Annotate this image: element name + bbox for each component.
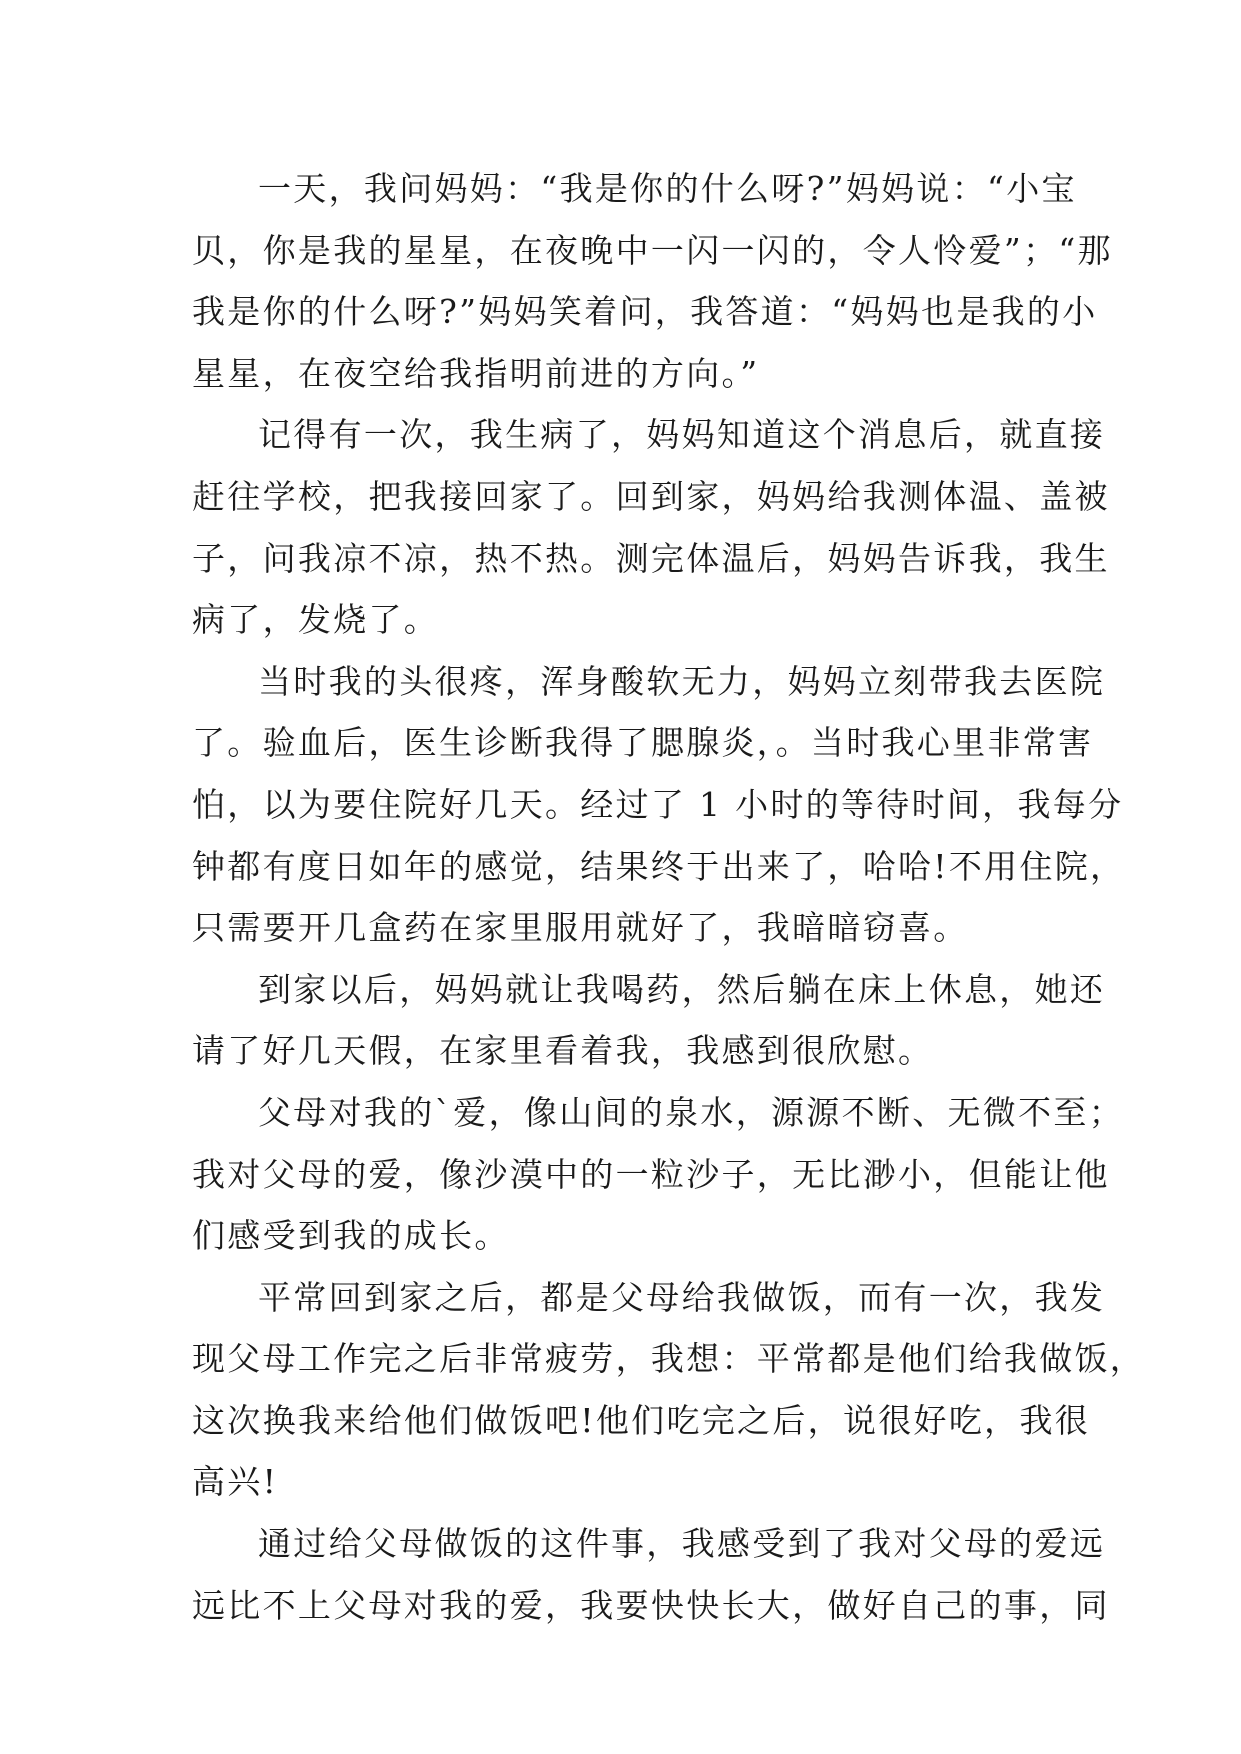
paragraph-1 bbox=[192, 158, 1113, 404]
paragraph-4 bbox=[192, 959, 1106, 1082]
paragraph-5 bbox=[192, 1082, 1124, 1267]
text-line: 现父母工作完之后非常疲劳，我想：平常都是他们给我做饭， bbox=[192, 1339, 1146, 1379]
text-line: 请了好几天假，在家里看着我，我感到很欣慰。 bbox=[192, 1031, 934, 1071]
text-line: 一天，我问妈妈：“我是你的什么呀?”妈妈说：“小宝 bbox=[258, 169, 1077, 208]
text-line: 通过给父母做饭的这件事，我感受到了我对父母的爱远 bbox=[258, 1524, 1106, 1564]
text-line: 钟都有度日如年的感觉，结果终于出来了，哈哈!不用住院， bbox=[192, 846, 1126, 886]
text-line: 这次换我来给他们做饭吧!他们吃完之后，说很好吃，我很 bbox=[192, 1400, 1091, 1440]
text-line: 平常回到家之后，都是父母给我做饭，而有一次，我发 bbox=[258, 1277, 1106, 1317]
text-line: 星星，在夜空给我指明前进的方向。” bbox=[192, 353, 760, 393]
text-line: 赶往学校，把我接回家了。回到家，妈妈给我测体温、盖被 bbox=[192, 476, 1110, 516]
text-line: 我是你的什么呀?”妈妈笑着问，我答道：“妈妈也是我的小 bbox=[192, 292, 1098, 332]
text-line: 远比不上父母对我的爱，我要快快长大，做好自己的事，同 bbox=[192, 1585, 1110, 1625]
paragraph-2 bbox=[192, 404, 1110, 650]
text-line: 们感受到我的成长。 bbox=[192, 1216, 510, 1256]
text-line: 子，问我凉不凉，热不热。测完体温后，妈妈告诉我，我生 bbox=[192, 538, 1110, 578]
document-body bbox=[192, 158, 1146, 1636]
text-line: 只需要开几盒药在家里服用就好了，我暗暗窃喜。 bbox=[192, 908, 969, 948]
text-line: 我对父母的爱，像沙漠中的一粒沙子，无比渺小，但能让他 bbox=[192, 1154, 1110, 1194]
text-line: 了。验血后，医生诊断我得了腮腺炎，。当时我心里非常害 bbox=[192, 723, 1094, 763]
text-line: 父母对我的`爱，像山间的泉水，源源不断、无微不至； bbox=[258, 1092, 1124, 1132]
text-line: 当时我的头很疼，浑身酸软无力，妈妈立刻带我去医院 bbox=[258, 661, 1106, 701]
text-line: 贝，你是我的星星，在夜晚中一闪一闪的，令人怜爱”；“那 bbox=[192, 230, 1113, 270]
paragraph-6 bbox=[192, 1267, 1146, 1513]
text-line: 记得有一次，我生病了，妈妈知道这个消息后，就直接 bbox=[258, 415, 1106, 455]
text-line: 怕，以为要住院好几天。经过了 1 小时的等待时间，我每分 bbox=[192, 784, 1124, 824]
text-line: 高兴! bbox=[192, 1462, 279, 1502]
text-line: 病了，发烧了。 bbox=[192, 600, 440, 640]
paragraph-7 bbox=[192, 1513, 1110, 1636]
text-line: 到家以后，妈妈就让我喝药，然后躺在床上休息，她还 bbox=[258, 969, 1106, 1009]
paragraph-3 bbox=[192, 651, 1126, 959]
